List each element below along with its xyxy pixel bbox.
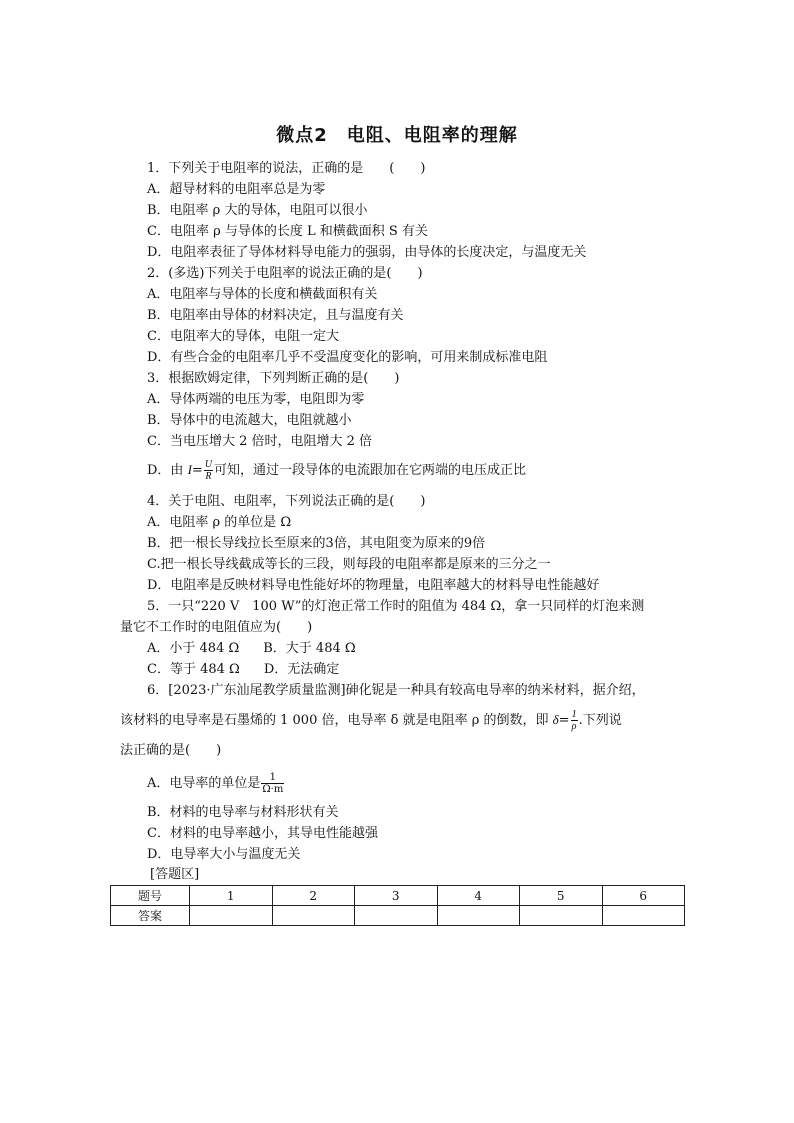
answer-table: [110, 885, 685, 926]
fraction-denominator: ρ: [571, 721, 577, 732]
q6-stem-line2-suffix: .下列说: [578, 713, 622, 728]
q6-option-a-prefix: A．电导率的单位是: [147, 776, 261, 791]
q2-stem: 2．(多选)下列关于电阻率的说法正确的是( ): [147, 266, 423, 281]
question-number-cell: 5: [520, 886, 603, 906]
q2-option-d: D．有些合金的电阻率几乎不受温度变化的影响，可用来制成标准电阻: [147, 350, 548, 365]
answer-cell[interactable]: [272, 906, 355, 926]
q3-option-d: D．由 I= $\frac{U}{R}$ 可知，通过一段导体的电流跟加在它两端的电压成正比: [147, 459, 527, 482]
q5-options-row2: [147, 661, 339, 679]
q5-stem-line1: 5．一只“220 V 100 W”的灯泡正常工作时的阻值为 484 Ω，拿一只同样的灯泡来测: [147, 599, 645, 614]
formula-lhs: I: [187, 462, 192, 477]
q3-stem: 3．根据欧姆定律，下列判断正确的是( ): [147, 371, 400, 386]
ohm-law-fraction: [204, 459, 213, 482]
question-number-cell: 1: [190, 886, 273, 906]
answer-area-label: [答题区]: [150, 867, 200, 882]
q1-option-d: D．电阻率表征了导体材料导电能力的强弱，由导体的长度决定，与温度无关: [147, 245, 587, 260]
q6-stem-line2: 该材料的电导率是石墨烯的 1 000 倍，电导率 δ 就是电阻率 ρ 的倒数，即 δ= $\frac{1}{\rho}$ .下列说: [120, 709, 622, 732]
q6-stem-line1: 6．[2023·广东汕尾教学质量监测]砷化铌是一种具有较高电导率的纳米材料，据介绍，: [147, 683, 645, 698]
unit-fraction: [261, 772, 284, 795]
answer-header: 答案: [111, 906, 190, 926]
question-number-cell: 3: [355, 886, 438, 906]
question-number-cell: 4: [437, 886, 520, 906]
q6-option-a: [147, 772, 285, 795]
fraction-denominator: R: [205, 471, 212, 482]
q6-option-d: D．电导率大小与温度无关: [147, 847, 301, 862]
q3-option-b: B．导体中的电流越大，电阻就越小: [147, 413, 352, 428]
q4-stem: 4．关于电阻、电阻率，下列说法正确的是( ): [147, 494, 426, 509]
answer-cell[interactable]: [437, 906, 520, 926]
q1-option-b: B．电阻率 ρ 大的导体，电阻可以很小: [147, 203, 368, 218]
answer-table-answer-row: [111, 906, 685, 926]
fraction-denominator: Ω·m: [262, 784, 284, 795]
q1-option-a: A．超导材料的电阻率总是为零: [147, 182, 326, 197]
q5-option-c: C．等于 484 Ω: [147, 662, 240, 677]
q1-stem: 1．下列关于电阻率的说法，正确的是 ( ): [147, 161, 426, 176]
q6-option-c: C．材料的电导率越小，其导电性能越强: [147, 826, 378, 841]
q2-option-b: B．电阻率由导体的材料决定，且与温度有关: [147, 308, 404, 323]
q3-option-c: C．当电压增大 2 倍时，电阻增大 2 倍: [147, 434, 373, 449]
fraction-numerator: 1: [261, 772, 284, 784]
q1-option-c: C．电阻率 ρ 与导体的长度 L 和横截面积 S 有关: [147, 224, 428, 239]
q6-stem-line3: 法正确的是( ): [120, 743, 222, 758]
fraction-numerator: 1: [571, 709, 577, 720]
answer-table-header-row: [111, 886, 685, 906]
question-number-cell: 6: [602, 886, 685, 906]
q4-option-b: B．把一根长导线拉长至原来的3倍，其电阻变为原来的9倍: [147, 536, 486, 551]
q4-option-a: A．电阻率 ρ 的单位是 Ω: [147, 515, 292, 530]
answer-cell[interactable]: [190, 906, 273, 926]
q5-option-b: B．大于 484 Ω: [263, 641, 356, 656]
q6-option-b: B．材料的电导率与材料形状有关: [147, 805, 339, 820]
delta-symbol: δ: [552, 712, 559, 727]
q3-option-a: A．导体两端的电压为零，电阻即为零: [147, 392, 365, 407]
fraction-numerator: U: [204, 459, 213, 470]
q5-option-d: D．无法确定: [263, 662, 340, 677]
q5-stem-line2: 量它不工作时的电阻值应为( ): [120, 620, 313, 635]
q5-options-row1: [147, 640, 356, 658]
answer-cell[interactable]: [520, 906, 603, 926]
question-number-header: 题号: [111, 886, 190, 906]
question-number-cell: 2: [272, 886, 355, 906]
q5-option-a: A．小于 484 Ω: [147, 641, 240, 656]
q2-option-c: C．电阻率大的导体，电阻一定大: [147, 329, 339, 344]
q2-option-a: A．电阻率与导体的长度和横截面积有关: [147, 287, 378, 302]
answer-cell[interactable]: [602, 906, 685, 926]
q4-option-d: D．电阻率是反映材料导电性能好坏的物理量，电阻率越大的材料导电性能越好: [147, 578, 600, 593]
answer-cell[interactable]: [355, 906, 438, 926]
q3-d-prefix: D．由: [147, 463, 188, 478]
conductivity-fraction: [571, 709, 578, 732]
q4-option-c: C.把一根长导线截成等长的三段，则每段的电阻率都是原来的三分之一: [147, 557, 551, 572]
q3-d-suffix: 可知，通过一段导体的电流跟加在它两端的电压成正比: [214, 463, 527, 478]
page-title: 微点2 电阻、电阻率的理解: [276, 125, 518, 146]
q6-stem-line2-prefix: 该材料的电导率是石墨烯的 1 000 倍，电导率 δ 就是电阻率 ρ 的倒数，即: [120, 713, 553, 728]
